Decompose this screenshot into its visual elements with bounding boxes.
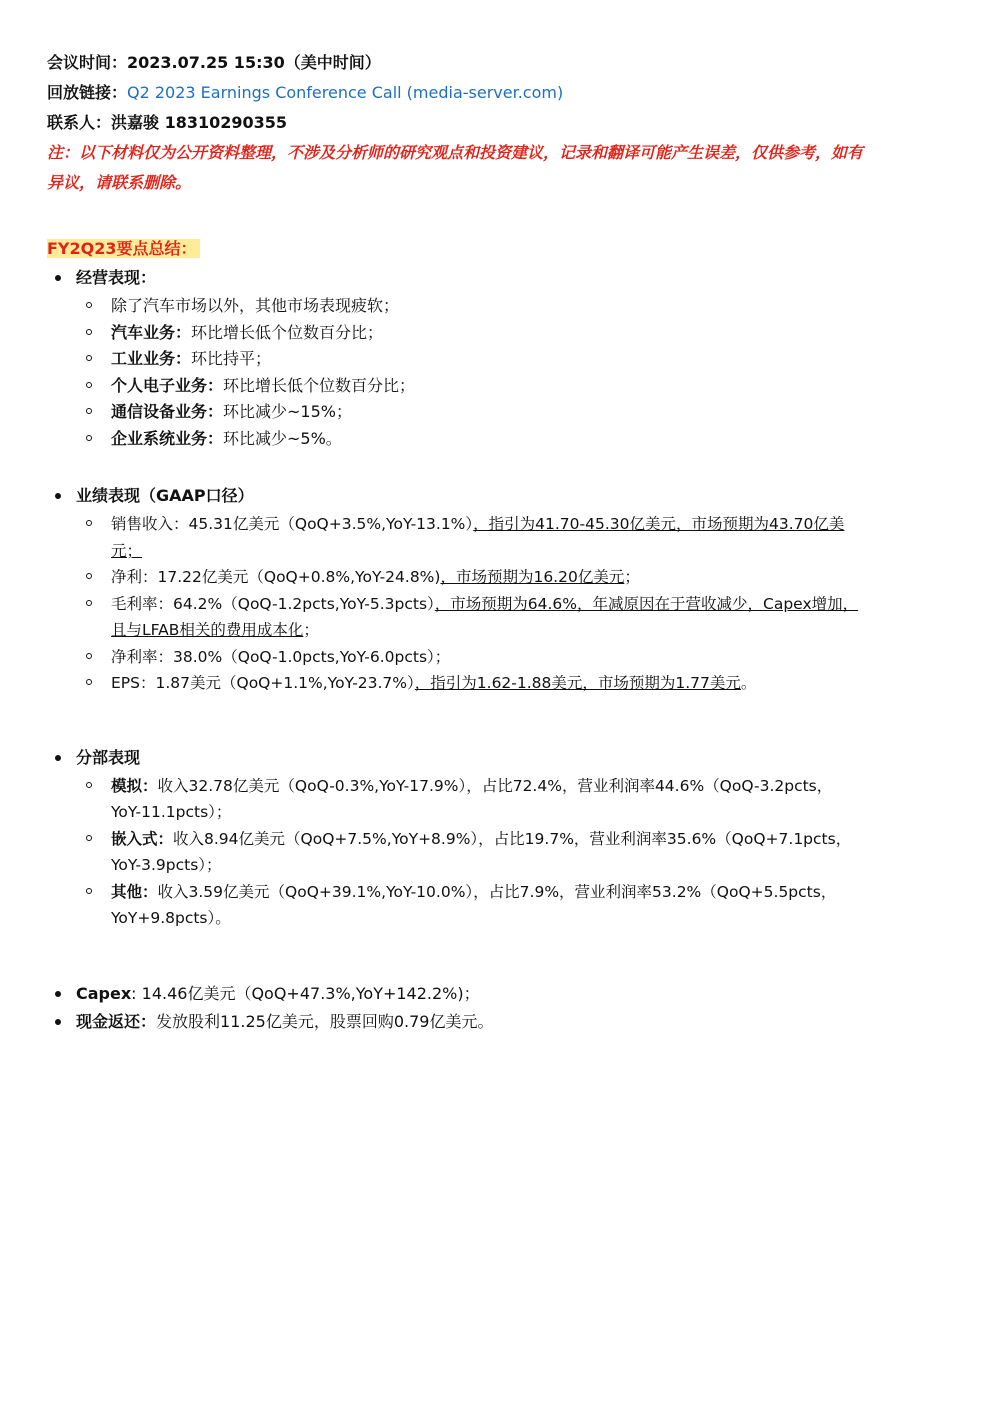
disclaimer (47, 138, 946, 198)
results-section (47, 482, 946, 697)
item-text: 净利：17.22亿美元（QoQ+0.8%,YoY-24.8%) (111, 568, 441, 586)
item-text: 环比增长低个位数百分比； (191, 322, 384, 342)
capex-section (47, 980, 946, 1036)
disclaimer-line-1: 注：以下材料仅为公开资料整理，不涉及分析师的研究观点和投资建议，记录和翻译可能产生误差，仅供参考，如有 (47, 143, 864, 162)
list-item (76, 644, 946, 671)
item-label: 汽车业务： (111, 322, 192, 342)
replay-link-row (47, 78, 946, 108)
list-item (76, 426, 946, 453)
list-item (76, 373, 946, 400)
list-item (47, 980, 946, 1008)
item-label: 通信设备业务： (111, 402, 224, 421)
disclaimer-line-2: 异议，请联系删除。 (47, 173, 192, 192)
item-text: 环比减少~15%； (223, 402, 352, 421)
item-label: 嵌入式： (111, 829, 174, 848)
summary-title-text: FY2Q23要点总结： (47, 239, 200, 258)
list-item (76, 879, 946, 932)
list-item (76, 320, 946, 347)
list-item (76, 773, 946, 826)
summary-title (47, 234, 946, 264)
list-item (47, 1008, 946, 1036)
item-continuation: YoY-3.9pcts）； (111, 856, 222, 874)
item-text: 净利率：38.0%（QoQ-1.0pcts,YoY-6.0pcts）； (111, 647, 451, 666)
list-item (76, 826, 946, 879)
item-label: 企业系统业务： (111, 428, 224, 448)
results-title: 业绩表现（GAAP口径） (76, 486, 254, 505)
meeting-time-value: 2023.07.25 15:30（美中时间） (127, 53, 381, 72)
capex-text: : 14.46亿美元（QoQ+47.3%,YoY+142.2%)； (131, 983, 480, 1003)
contact-value: 洪嘉骏 18310290355 (111, 113, 288, 132)
item-label: 模拟： (111, 776, 158, 795)
capex-label: Capex (76, 983, 132, 1003)
item-continuation: YoY-11.1pcts）； (111, 803, 232, 821)
cash-return-label: 现金返还： (76, 1011, 157, 1031)
list-item (76, 511, 946, 564)
list-item (76, 293, 946, 320)
item-text: 毛利率：64.2%（QoQ-1.2pcts,YoY-5.3pcts） (111, 594, 435, 613)
item-continuation: 元； (111, 541, 143, 560)
item-text: 收入3.59亿美元（QoQ+39.1%,YoY-10.0%），占比7.9%，营业利润率53.2%（QoQ+5.5pcts， (157, 882, 837, 901)
item-continuation: 且与LFAB相关的费用成本化 (111, 621, 304, 639)
operations-list (76, 293, 946, 452)
item-text: 除了汽车市场以外，其他市场表现疲软； (111, 296, 400, 315)
list-item (76, 346, 946, 373)
replay-label: 回放链接： (47, 83, 128, 102)
item-text: 收入32.78亿美元（QoQ-0.3%,YoY-17.9%），占比72.4%，营业利润率44.6%（QoQ-3.2pcts， (157, 776, 833, 795)
list-item (47, 482, 946, 697)
item-label: 其他： (111, 882, 158, 901)
meeting-time (47, 48, 946, 78)
cash-return-text: 发放股利11.25亿美元，股票回购0.79亿美元。 (156, 1011, 494, 1031)
item-continuation: YoY+9.8pcts）。 (111, 909, 231, 927)
list-item (47, 264, 946, 452)
segments-section (47, 744, 946, 932)
list-item (76, 564, 946, 591)
list-item (76, 399, 946, 426)
segments-title: 分部表现 (76, 747, 141, 767)
meeting-time-label: 会议时间： (47, 53, 128, 72)
contact-label: 联系人： (47, 113, 112, 132)
replay-link[interactable]: Q2 2023 Earnings Conference Call (media-server.com) (127, 83, 564, 102)
item-text: 环比增长低个位数百分比； (223, 375, 416, 395)
item-text: 环比减少~5%。 (223, 428, 342, 448)
item-label: 工业业务： (111, 349, 192, 368)
list-item (76, 591, 946, 644)
item-tail: ； (624, 568, 640, 586)
results-list (76, 511, 946, 697)
list-item (47, 744, 946, 932)
item-underlined: ，指引为41.70-45.30亿美元，市场预期为43.70亿美 (473, 515, 845, 533)
segments-list (76, 773, 946, 932)
item-text: EPS：1.87美元（QoQ+1.1%,YoY-23.7%） (111, 674, 415, 692)
item-underlined: ，市场预期为64.6%，年减原因在于营收减少，Capex增加， (434, 594, 859, 613)
item-underlined: ，市场预期为16.20亿美元 (440, 568, 625, 586)
operations-title: 经营表现： (76, 268, 157, 287)
contact-row (47, 108, 946, 138)
item-text: 环比持平； (191, 349, 272, 368)
item-tail: 。 (740, 674, 757, 692)
list-item (76, 670, 946, 697)
item-underlined: ，指引为1.62-1.88美元，市场预期为1.77美元 (414, 674, 741, 692)
item-text: 销售收入：45.31亿美元（QoQ+3.5%,YoY-13.1%） (111, 515, 474, 533)
operations-section (47, 264, 946, 452)
item-label: 个人电子业务： (111, 375, 224, 395)
item-tail: ； (303, 621, 319, 639)
item-text: 收入8.94亿美元（QoQ+7.5%,YoY+8.9%），占比19.7%，营业利润率35.6%（QoQ+7.1pcts， (173, 829, 852, 848)
